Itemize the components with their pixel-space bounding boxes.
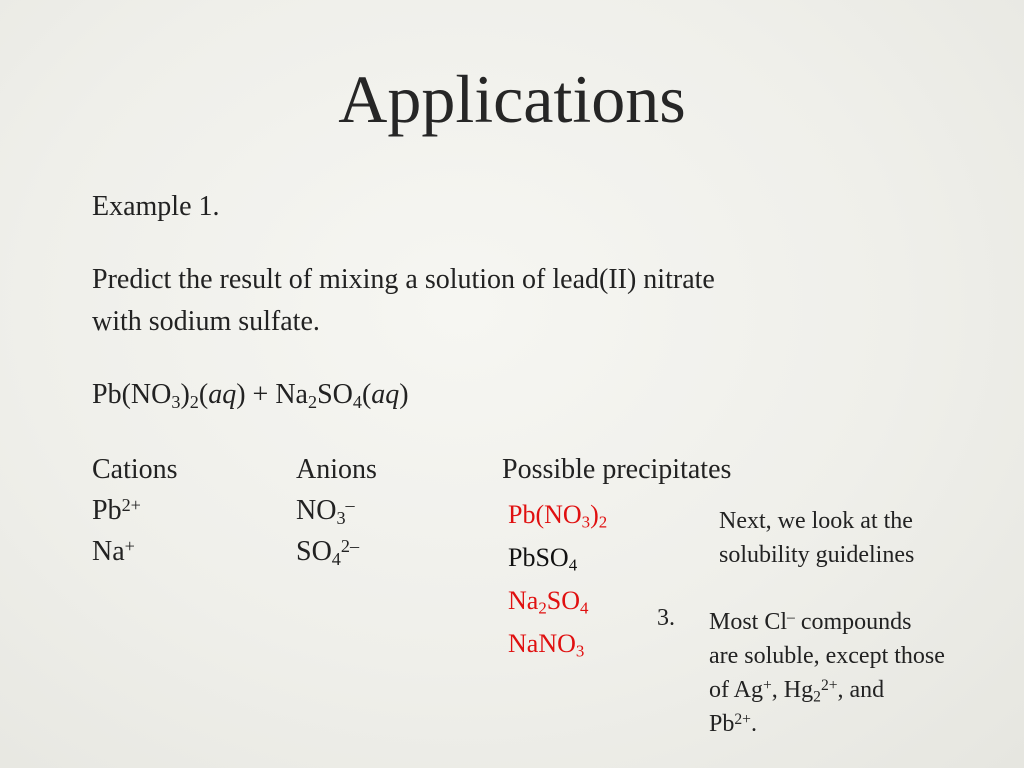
anion-sulfate: $SO_4^{2-}$ — [296, 535, 360, 570]
precipitates-header: Possible precipitates — [502, 454, 732, 485]
plus-sign: + — [245, 379, 276, 410]
example-heading: Example 1. — [92, 191, 220, 222]
cations-header: Cations — [92, 454, 178, 485]
formula-sodium-sulfate: $Na_2SO_4$ — [275, 379, 362, 413]
slide-title: Applications — [338, 61, 686, 137]
anion-nitrate: $NO_3^-$ — [296, 494, 355, 529]
rule-line-4: $Pb^{2+}$. — [709, 710, 757, 737]
state-aq: aq — [371, 379, 400, 410]
rule-line-1: Most Cl– compounds — [709, 608, 912, 635]
cation-sodium: Na+ — [92, 535, 135, 567]
precipitate-lead-nitrate: $Pb(NO_3)_2$ — [508, 500, 608, 532]
note-line-1: Next, we look at the — [719, 508, 913, 534]
reaction-equation: $Pb(NO_3)_2(aq) + Na_2SO_4(aq)$ — [92, 379, 409, 413]
precipitate-lead-sulfate: PbSO$_4$ — [508, 543, 578, 575]
solubility-rule-text — [709, 605, 945, 741]
prompt-line-1: Predict the result of mixing a solution of lead(II) nitrate — [92, 264, 715, 295]
prompt-line-2: with sodium sulfate. — [92, 306, 320, 337]
rule-number: 3. — [657, 605, 675, 631]
formula-lead-nitrate: $Pb(NO_3)_2$ — [92, 379, 199, 413]
rule-line-2: are soluble, except those — [709, 643, 945, 669]
note-line-2: solubility guidelines — [719, 542, 915, 568]
state-aq: aq — [208, 379, 237, 410]
cation-lead: $Pb^{2+}$ — [92, 494, 141, 526]
precipitate-sodium-nitrate: NaNO$_3$ — [508, 629, 585, 661]
anions-header: Anions — [296, 454, 377, 485]
rule-line-3: of Ag+, $Hg_2^{2+}$, and — [709, 676, 885, 706]
precipitate-sodium-sulfate: $Na_2SO_4$ — [508, 586, 589, 618]
